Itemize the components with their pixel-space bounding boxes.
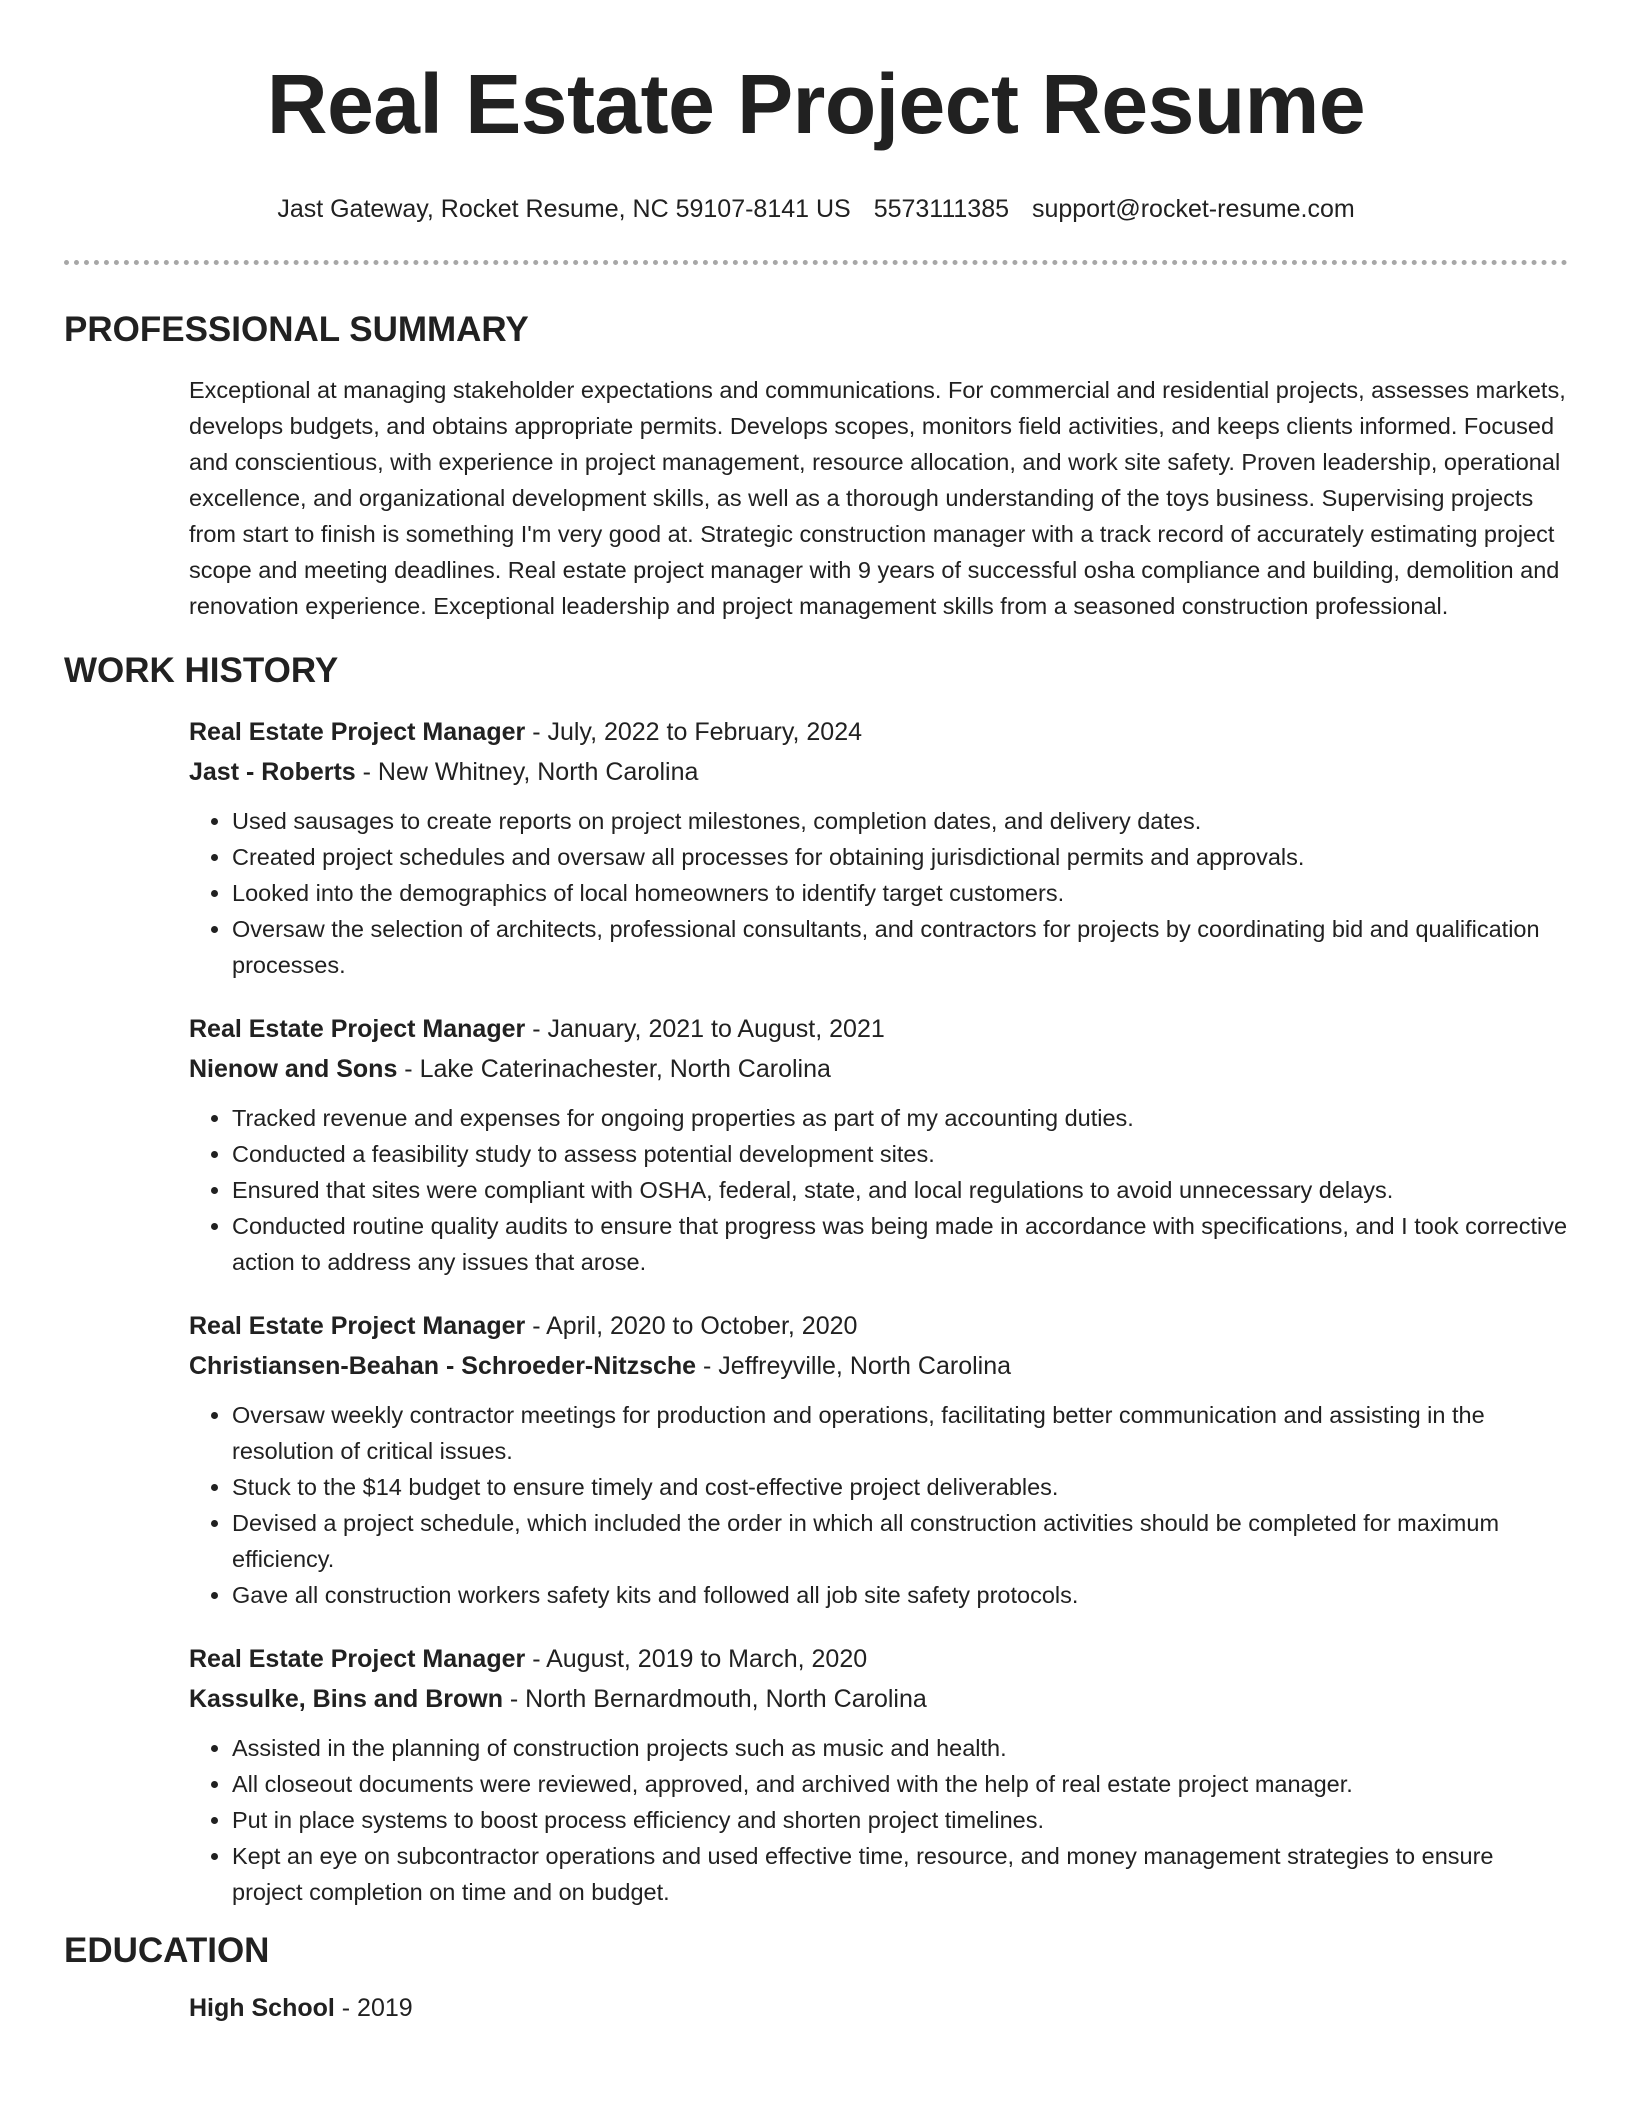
contact-phone: 5573111385 [873, 195, 1010, 223]
job-dates: - January, 2021 to August, 2021 [525, 1015, 885, 1043]
job-location: - Lake Caterinachester, North Carolina [397, 1055, 831, 1083]
summary-text: Exceptional at managing stakeholder expectations and communications. For commercial and residential projects, assesses markets, develops budgets, and obtains appropriate permits. Develops scopes, monitors field activities, and keeps clients informed. Focused and conscientious, with experience in project management, resource allocation, and work site safety. Proven leadership, operational excellence, and organizational development skills, as well as a thorough understanding of the toys business. Supervising projects from start to finish is something I'm very good at. Strategic construction manager with a track record of accurately estimating project scope and meeting deadlines. Real estate project manager with 9 years of successful osha compliance and building, demolition and renovation experience. Exceptional leadership and project management skills from a seasoned construction professional. [189, 377, 1566, 619]
job-company-line [189, 1049, 1568, 1089]
job-company: Christiansen-Beahan - Schroeder-Nitzsche [189, 1352, 697, 1380]
job-bullet: • Stuck to the $14 budget to ensure timely and cost-effective project deliverables. [232, 1469, 1568, 1505]
resume-header [64, 0, 1568, 224]
job-dates: - April, 2020 to October, 2020 [525, 1312, 858, 1340]
contact-line [64, 194, 1568, 224]
job-entry [189, 1306, 1568, 1613]
job-role: Real Estate Project Manager [189, 718, 526, 746]
job-location: - Jeffreyville, North Carolina [696, 1352, 1012, 1380]
job-bullet: • Used sausages to create reports on project milestones, completion dates, and delivery dates. [232, 803, 1568, 839]
job-bullet: • Assisted in the planning of construction projects such as music and health. [232, 1730, 1568, 1766]
job-bullet: • Kept an eye on subcontractor operations and used effective time, resource, and money management strategies to ensure project completion on time and on budget. [232, 1838, 1568, 1910]
job-location: - New Whitney, North Carolina [355, 758, 699, 786]
job-company: Jast - Roberts [189, 758, 356, 786]
education-entry [189, 1988, 1568, 2028]
job-title-line [189, 1009, 1568, 1049]
job-dates: - July, 2022 to February, 2024 [525, 718, 863, 746]
job-bullet: • Ensured that sites were compliant with OSHA, federal, state, and local regulations to avoid unnecessary delays. [232, 1172, 1568, 1208]
job-bullet: • All closeout documents were reviewed, approved, and archived with the help of real estate project manager. [232, 1766, 1568, 1802]
job-bullets [189, 1730, 1568, 1910]
job-entry [189, 1639, 1568, 1910]
job-dates: - August, 2019 to March, 2020 [525, 1645, 868, 1673]
work-history-section [64, 650, 1568, 1910]
job-title-line [189, 1306, 1568, 1346]
job-company-line [189, 1679, 1568, 1719]
job-bullet: • Conducted routine quality audits to ensure that progress was being made in accordance with specifications, and I took corrective action to address any issues that arose. [232, 1208, 1568, 1280]
job-bullet: • Put in place systems to boost process efficiency and shorten project timelines. [232, 1802, 1568, 1838]
job-entry [189, 1009, 1568, 1280]
education-degree: High School [189, 1994, 335, 2022]
job-role: Real Estate Project Manager [189, 1312, 526, 1340]
job-company-line [189, 752, 1568, 792]
job-bullet: • Oversaw the selection of architects, professional consultants, and contractors for projects by coordinating bid and qualification processes. [232, 911, 1568, 983]
job-role: Real Estate Project Manager [189, 1645, 526, 1673]
job-bullets [189, 803, 1568, 983]
job-bullet: • Tracked revenue and expenses for ongoing properties as part of my accounting duties. [232, 1100, 1568, 1136]
job-title-line [189, 1639, 1568, 1679]
job-bullet: • Created project schedules and oversaw all processes for obtaining jurisdictional permits and approvals. [232, 839, 1568, 875]
job-bullet: • Conducted a feasibility study to assess potential development sites. [232, 1136, 1568, 1172]
job-role: Real Estate Project Manager [189, 1015, 526, 1043]
job-bullet: • Devised a project schedule, which included the order in which all construction activities should be completed for maximum efficiency. [232, 1505, 1568, 1577]
job-company: Nienow and Sons [189, 1055, 398, 1083]
job-bullet: • Gave all construction workers safety kits and followed all job site safety protocols. [232, 1577, 1568, 1613]
job-bullets [189, 1100, 1568, 1280]
education-year: - 2019 [334, 1994, 413, 2022]
job-bullets [189, 1397, 1568, 1613]
job-entry [189, 712, 1568, 983]
job-company: Kassulke, Bins and Brown [189, 1685, 503, 1713]
job-location: - North Bernardmouth, North Carolina [502, 1685, 927, 1713]
education-heading: EDUCATION [64, 1931, 270, 1970]
job-bullet: • Looked into the demographics of local homeowners to identify target customers. [232, 875, 1568, 911]
job-title-line [189, 712, 1568, 752]
summary-heading: PROFESSIONAL SUMMARY [64, 310, 529, 349]
page-title: Real Estate Project Resume [266, 57, 1366, 151]
header-divider [64, 260, 1568, 265]
contact-email[interactable]: support@rocket-resume.com [1031, 195, 1355, 223]
contact-address: Jast Gateway, Rocket Resume, NC 59107-8141 US [277, 195, 851, 223]
work-history-heading: WORK HISTORY [64, 651, 339, 690]
summary-section [64, 309, 1568, 624]
job-company-line [189, 1346, 1568, 1386]
job-bullet: • Oversaw weekly contractor meetings for production and operations, facilitating better communication and assisting in the resolution of critical issues. [232, 1397, 1568, 1469]
education-section [64, 1930, 1568, 2028]
